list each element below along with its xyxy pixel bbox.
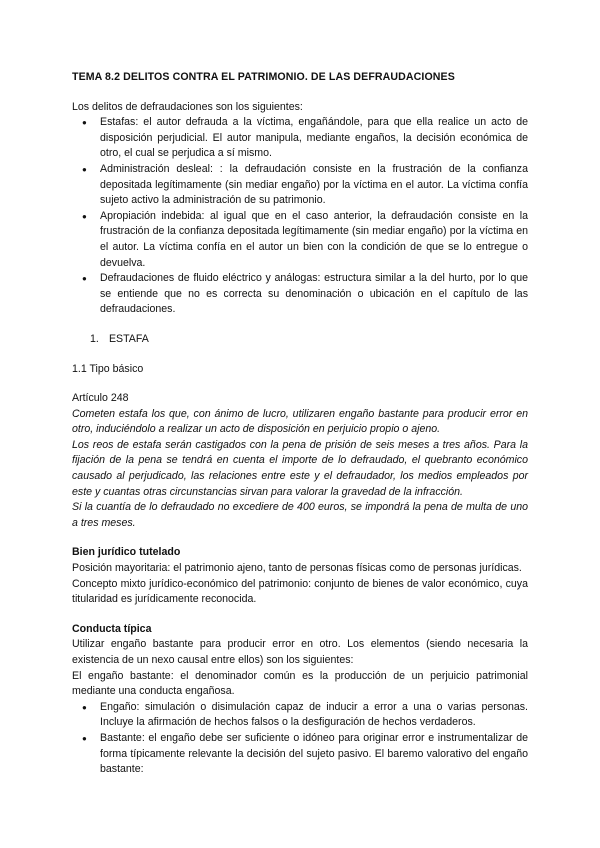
document-title: TEMA 8.2 DELITOS CONTRA EL PATRIMONIO. DE LAS DEFRAUDACIONES [72, 71, 455, 83]
list-item: ● Defraudaciones de fluido eléctrico y análogas: estructura similar a la del hurto, por lo que se entiende que no es correcta su denominación o ubicación en el capítulo de las defraudaciones. [100, 271, 528, 318]
list-item: ● Apropiación indebida: al igual que en el caso anterior, la defraudación consiste en la frustración de la confianza depositada legítimamente (sin mediar engaño) por la víctima en el autor. La víctima confía en el autor un bien con la condición de que se lo entregue o devuelva. [100, 209, 528, 271]
article-paragraph: Si la cuantía de lo defraudado no excediere de 400 euros, se impondrá la pena de multa de uno a tres meses. [72, 501, 528, 529]
bien-juridico-text: Posición mayoritaria: el patrimonio ajeno, tanto de personas físicas como de personas jurídicas. [72, 562, 522, 575]
subsection-heading: 1.1 Tipo básico [72, 362, 144, 375]
section-label: ESTAFA [108, 332, 149, 345]
defraudaciones-list [72, 115, 528, 318]
conducta-text: Utilizar engaño bastante para producir error en otro. Los elementos (siendo necesaria la existencia de un nexo causal entre ellos) son los siguientes: [72, 638, 528, 666]
bien-juridico-heading: Bien jurídico tutelado [72, 546, 181, 559]
intro-text: Los delitos de defraudaciones son los siguientes: [72, 100, 303, 113]
document-page [72, 70, 528, 778]
section-heading-estafa [72, 332, 528, 348]
article-heading: Artículo 248 [72, 392, 129, 405]
conducta-list [72, 700, 528, 778]
conducta-heading: Conducta típica [72, 622, 152, 635]
article-paragraph: Cometen estafa los que, con ánimo de lucro, utilizaren engaño bastante para producir error en otro, induciéndolo a realizar un acto de disposición en perjuicio propio o ajeno. [72, 407, 528, 436]
bien-juridico-text: Concepto mixto jurídico-económico del patrimonio: conjunto de bienes de valor económico, cuya titularidad es jurídicamente reconocida. [72, 577, 528, 606]
list-item: ● Estafas: el autor defrauda a la víctima, engañándole, para que ella realice un acto de disposición perjudicial. El autor manipula, mediante engaños, la decisión económica de otro, el cual se perjudica a sí mismo. [100, 115, 528, 162]
conducta-text: El engaño bastante: el denominador común es la producción de un perjuicio patrimonial mediante una conducta engañosa. [72, 669, 528, 698]
section-number: 1. [90, 332, 99, 345]
list-item: ● Administración desleal: : la defraudación consiste en la frustración de la confianza depositada legítimamente (sin mediar engaño) por la víctima en el autor. La víctima confía sujeto activo la administración de su patrimonio. [100, 162, 528, 209]
article-paragraph: Los reos de estafa serán castigados con la pena de prisión de seis meses a tres años. Para la fijación de la pena se tendrá en cuenta el importe de lo defraudado, el quebranto económico causado al perjudicado, las relaciones entre este y el defraudador, los medios empleados por este y cuantas otras circunstancias sirvan para valorar la gravedad de la infracción. [72, 438, 528, 498]
list-item: ● Engaño: simulación o disimulación capaz de inducir a error a una o varias personas. Incluye la afirmación de hechos falsos o la desfiguración de hechos verdaderos. [100, 700, 528, 731]
list-item: ● Bastante: el engaño debe ser suficiente o idóneo para originar error e instrumentalizar de forma típicamente relevante la decisión del sujeto pasivo. El baremo valorativo del engaño bastante: [100, 731, 528, 778]
